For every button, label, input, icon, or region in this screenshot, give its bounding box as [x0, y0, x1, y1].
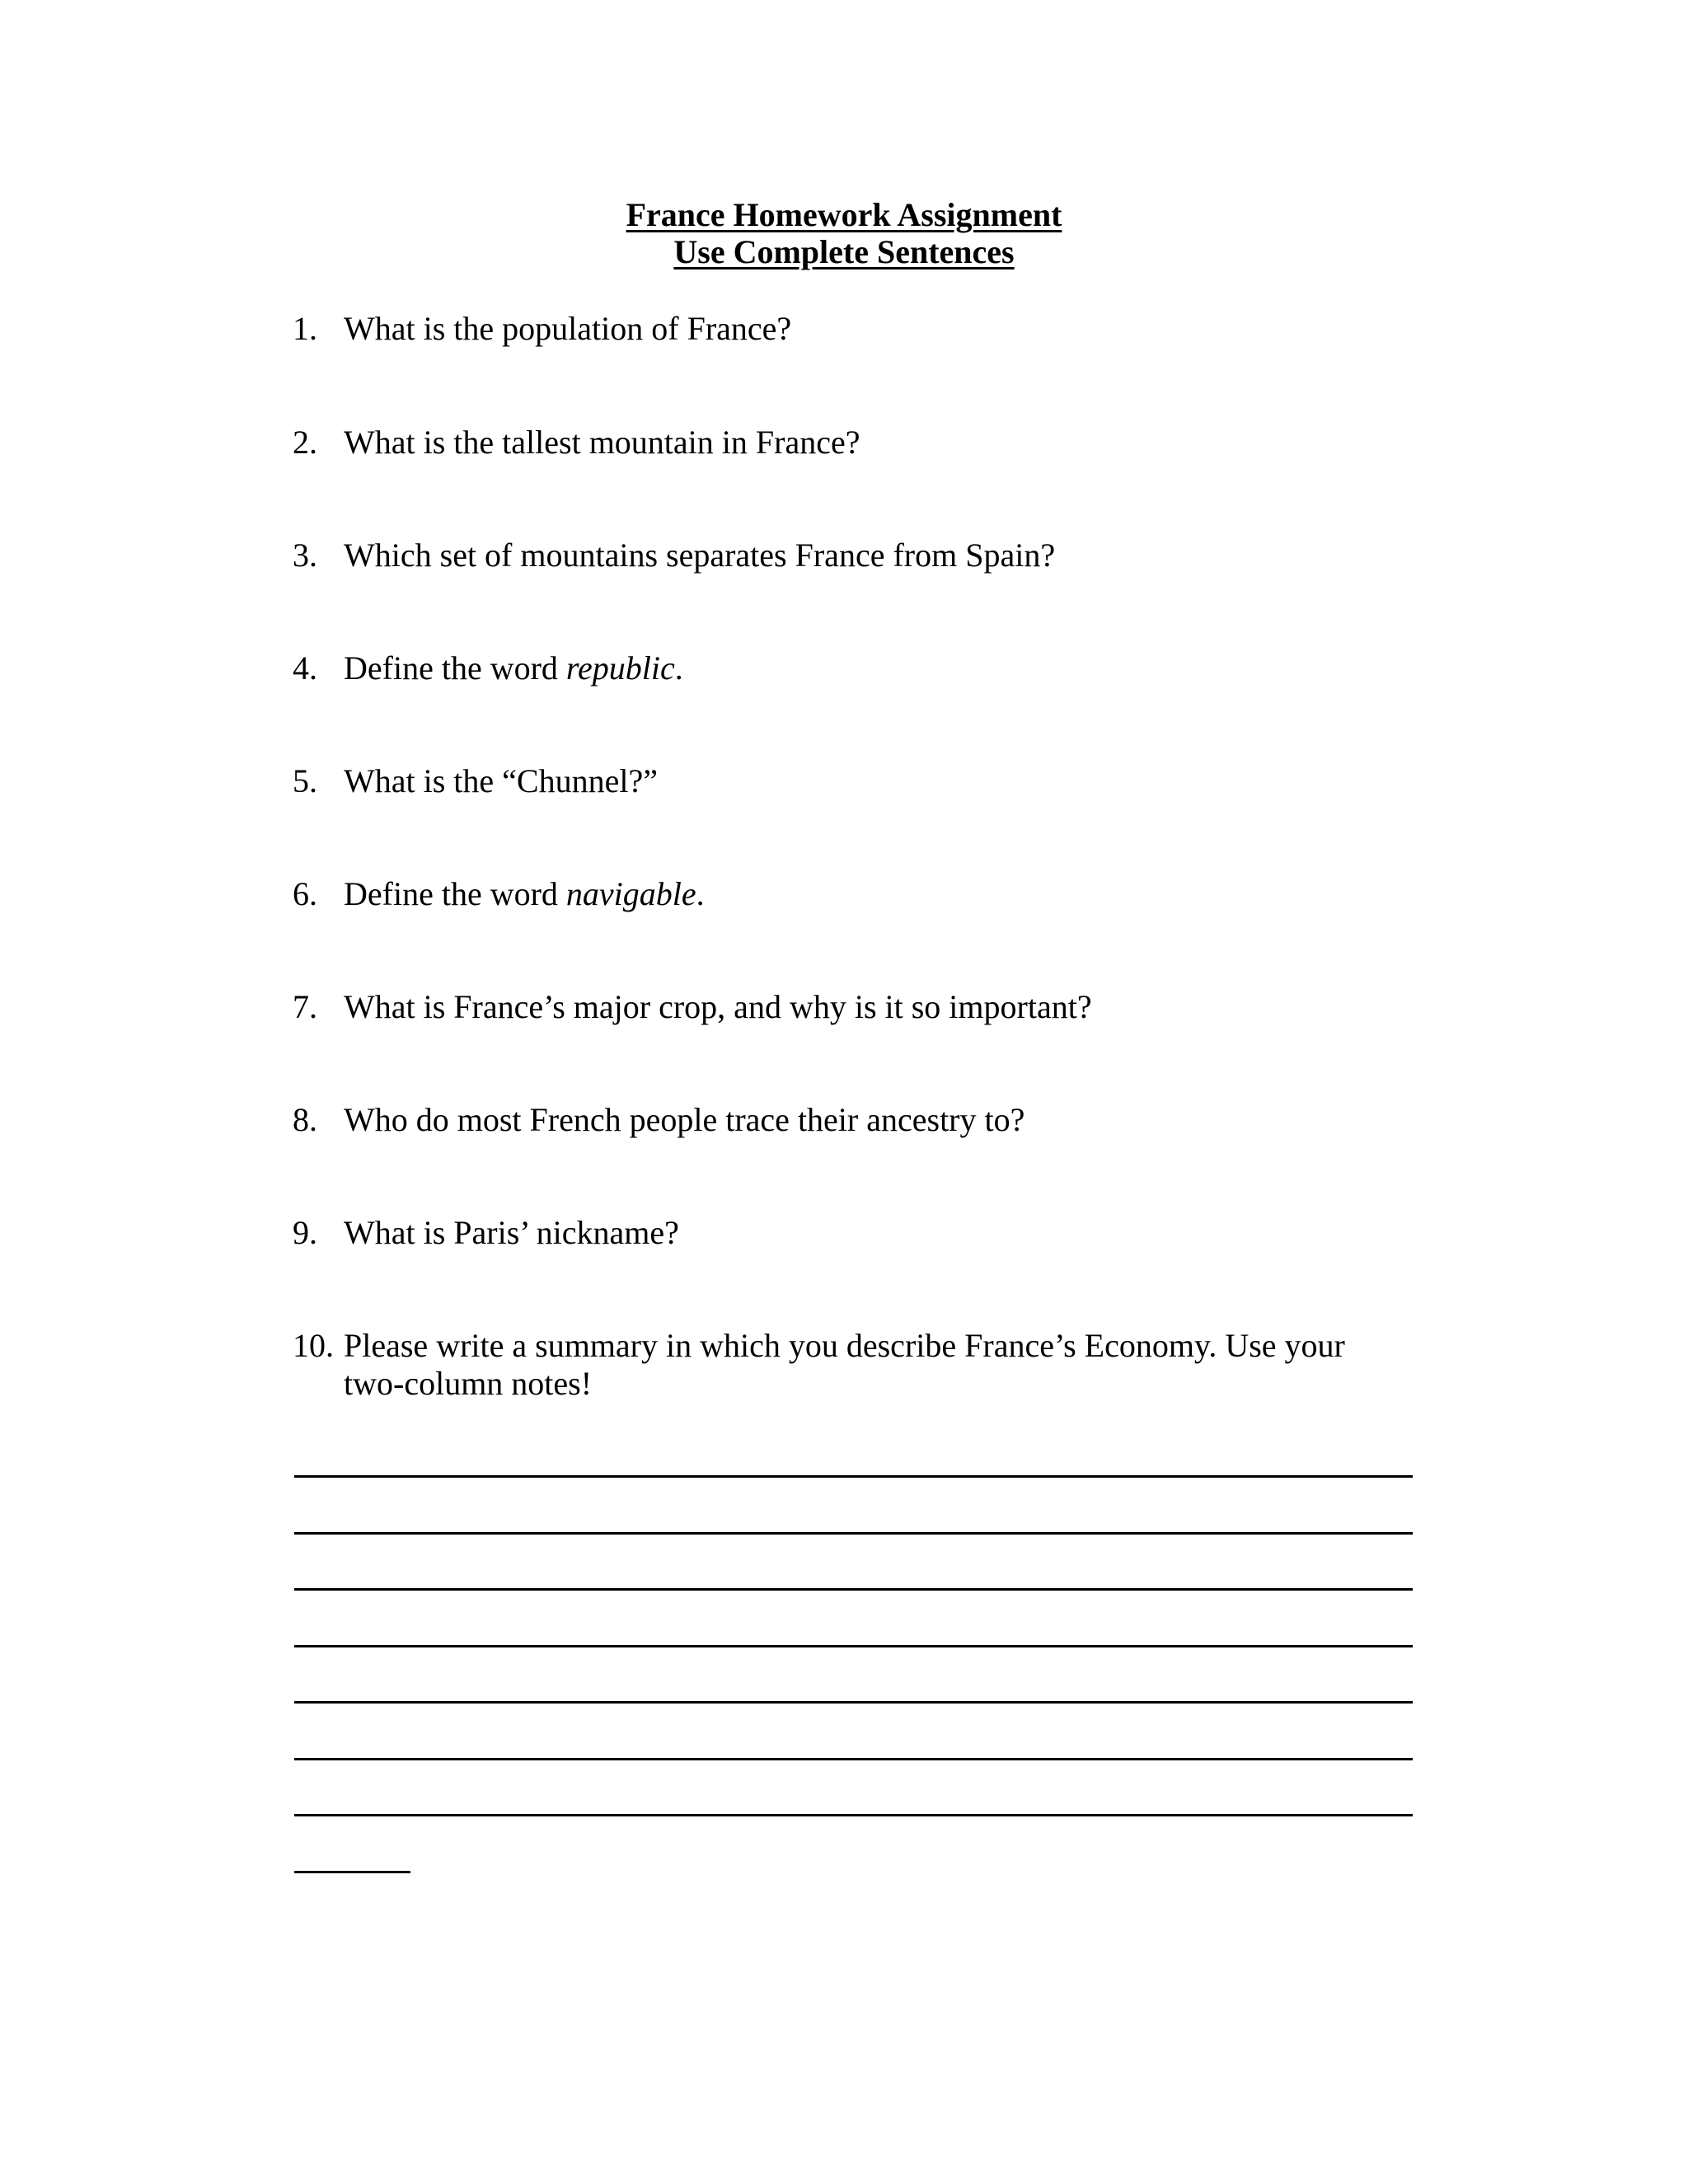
answer-line[interactable]: [294, 1645, 1413, 1647]
question-10: [293, 1327, 1414, 1403]
question-text: What is the population of France?: [344, 310, 792, 347]
question-1: [293, 310, 1414, 348]
question-text-lead: Define the word: [344, 649, 566, 687]
question-4: [293, 649, 1414, 687]
question-text: [344, 649, 1414, 687]
question-text-end: .: [674, 649, 683, 687]
answer-line-short[interactable]: [294, 1871, 410, 1873]
question-7: [293, 988, 1414, 1026]
answer-line[interactable]: [294, 1814, 1413, 1816]
question-number: 6.: [293, 875, 317, 912]
question-number: 3.: [293, 537, 317, 574]
question-number: 4.: [293, 649, 317, 687]
answer-line[interactable]: [294, 1588, 1413, 1591]
question-text: What is Paris’ nickname?: [344, 1214, 679, 1251]
question-3: [293, 537, 1414, 574]
question-number: 10.: [293, 1327, 334, 1364]
question-number: 1.: [293, 310, 317, 347]
question-text: What is the “Chunnel?”: [344, 762, 658, 799]
question-8: [293, 1101, 1414, 1139]
question-text: [344, 875, 1414, 913]
question-number: 8.: [293, 1101, 317, 1138]
answer-line[interactable]: [294, 1701, 1413, 1704]
question-6: [293, 875, 1414, 913]
page-subtitle: Use Complete Sentences: [673, 233, 1015, 270]
defined-word: navigable: [565, 875, 696, 912]
question-number: 7.: [293, 988, 317, 1025]
question-text: What is the tallest mountain in France?: [344, 424, 860, 461]
question-2: [293, 424, 1414, 462]
question-9: [293, 1214, 1414, 1252]
question-text-lead: Define the word: [344, 875, 566, 912]
answer-line[interactable]: [294, 1475, 1413, 1478]
question-text: What is France’s major crop, and why is it so important?: [344, 988, 1092, 1025]
question-number: 2.: [293, 424, 317, 461]
answer-line[interactable]: [294, 1758, 1413, 1760]
question-number: 5.: [293, 762, 317, 799]
question-number: 9.: [293, 1214, 317, 1251]
question-text: Which set of mountains separates France from Spain?: [344, 537, 1056, 574]
answer-line[interactable]: [294, 1532, 1413, 1535]
question-text: Please write a summary in which you describe France’s Economy. Use your two-column notes!: [344, 1327, 1345, 1402]
page-title: France Homework Assignment: [626, 196, 1062, 233]
question-text: Who do most French people trace their ancestry to?: [344, 1101, 1025, 1138]
defined-word: republic: [565, 649, 675, 687]
question-text-end: .: [696, 875, 705, 912]
question-5: [293, 762, 1414, 800]
